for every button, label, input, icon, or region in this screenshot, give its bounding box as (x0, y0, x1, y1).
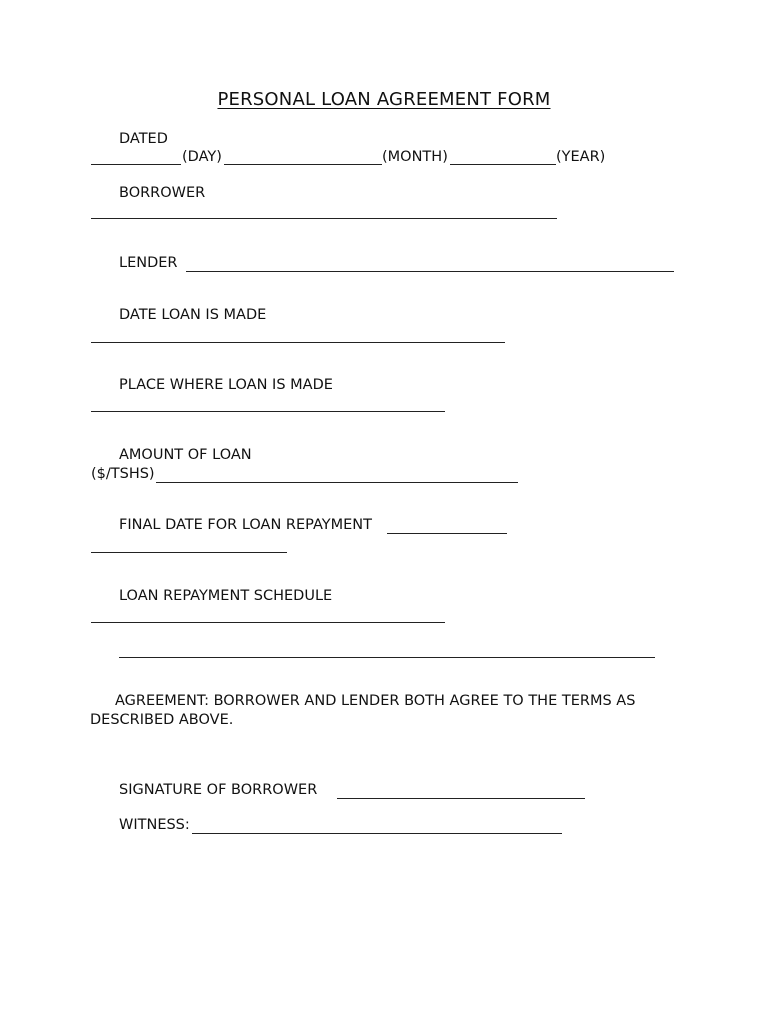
month-label: (MONTH) (382, 149, 448, 165)
agreement-text-line-2: DESCRIBED ABOVE. (90, 712, 234, 728)
amount-blank-line[interactable] (156, 482, 518, 483)
place-loan-made-label: PLACE WHERE LOAN IS MADE (119, 377, 333, 393)
lender-label: LENDER (119, 255, 178, 271)
day-blank-line[interactable] (91, 164, 181, 165)
signature-label: SIGNATURE OF BORROWER (119, 782, 318, 798)
repayment-schedule-blank-line-1[interactable] (91, 622, 445, 623)
repayment-schedule-label: LOAN REPAYMENT SCHEDULE (119, 588, 333, 604)
final-date-label: FINAL DATE FOR LOAN REPAYMENT (119, 517, 373, 533)
agreement-text-line-1: AGREEMENT: BORROWER AND LENDER BOTH AGREE TO THE TERMS AS (115, 693, 636, 709)
amount-label: AMOUNT OF LOAN (119, 447, 252, 463)
final-date-blank-line-1[interactable] (387, 533, 507, 534)
witness-blank-line[interactable] (192, 833, 562, 834)
borrower-label: BORROWER (119, 185, 206, 201)
final-date-blank-line-2[interactable] (91, 552, 287, 553)
repayment-schedule-blank-line-2[interactable] (119, 657, 655, 658)
borrower-blank-line[interactable] (91, 218, 557, 219)
month-blank-line[interactable] (224, 164, 382, 165)
witness-label: WITNESS: (119, 817, 190, 833)
form-title: PERSONAL LOAN AGREEMENT FORM (217, 89, 551, 110)
year-label: (YEAR) (556, 149, 606, 165)
date-loan-made-label: DATE LOAN IS MADE (119, 307, 267, 323)
place-loan-made-blank-line[interactable] (91, 411, 445, 412)
signature-blank-line[interactable] (337, 798, 585, 799)
dated-label: DATED (119, 131, 168, 147)
lender-blank-line[interactable] (186, 271, 674, 272)
day-label: (DAY) (182, 149, 222, 165)
amount-currency-label: ($/TSHS) (91, 466, 155, 482)
year-blank-line[interactable] (450, 164, 556, 165)
date-loan-made-blank-line[interactable] (91, 342, 505, 343)
